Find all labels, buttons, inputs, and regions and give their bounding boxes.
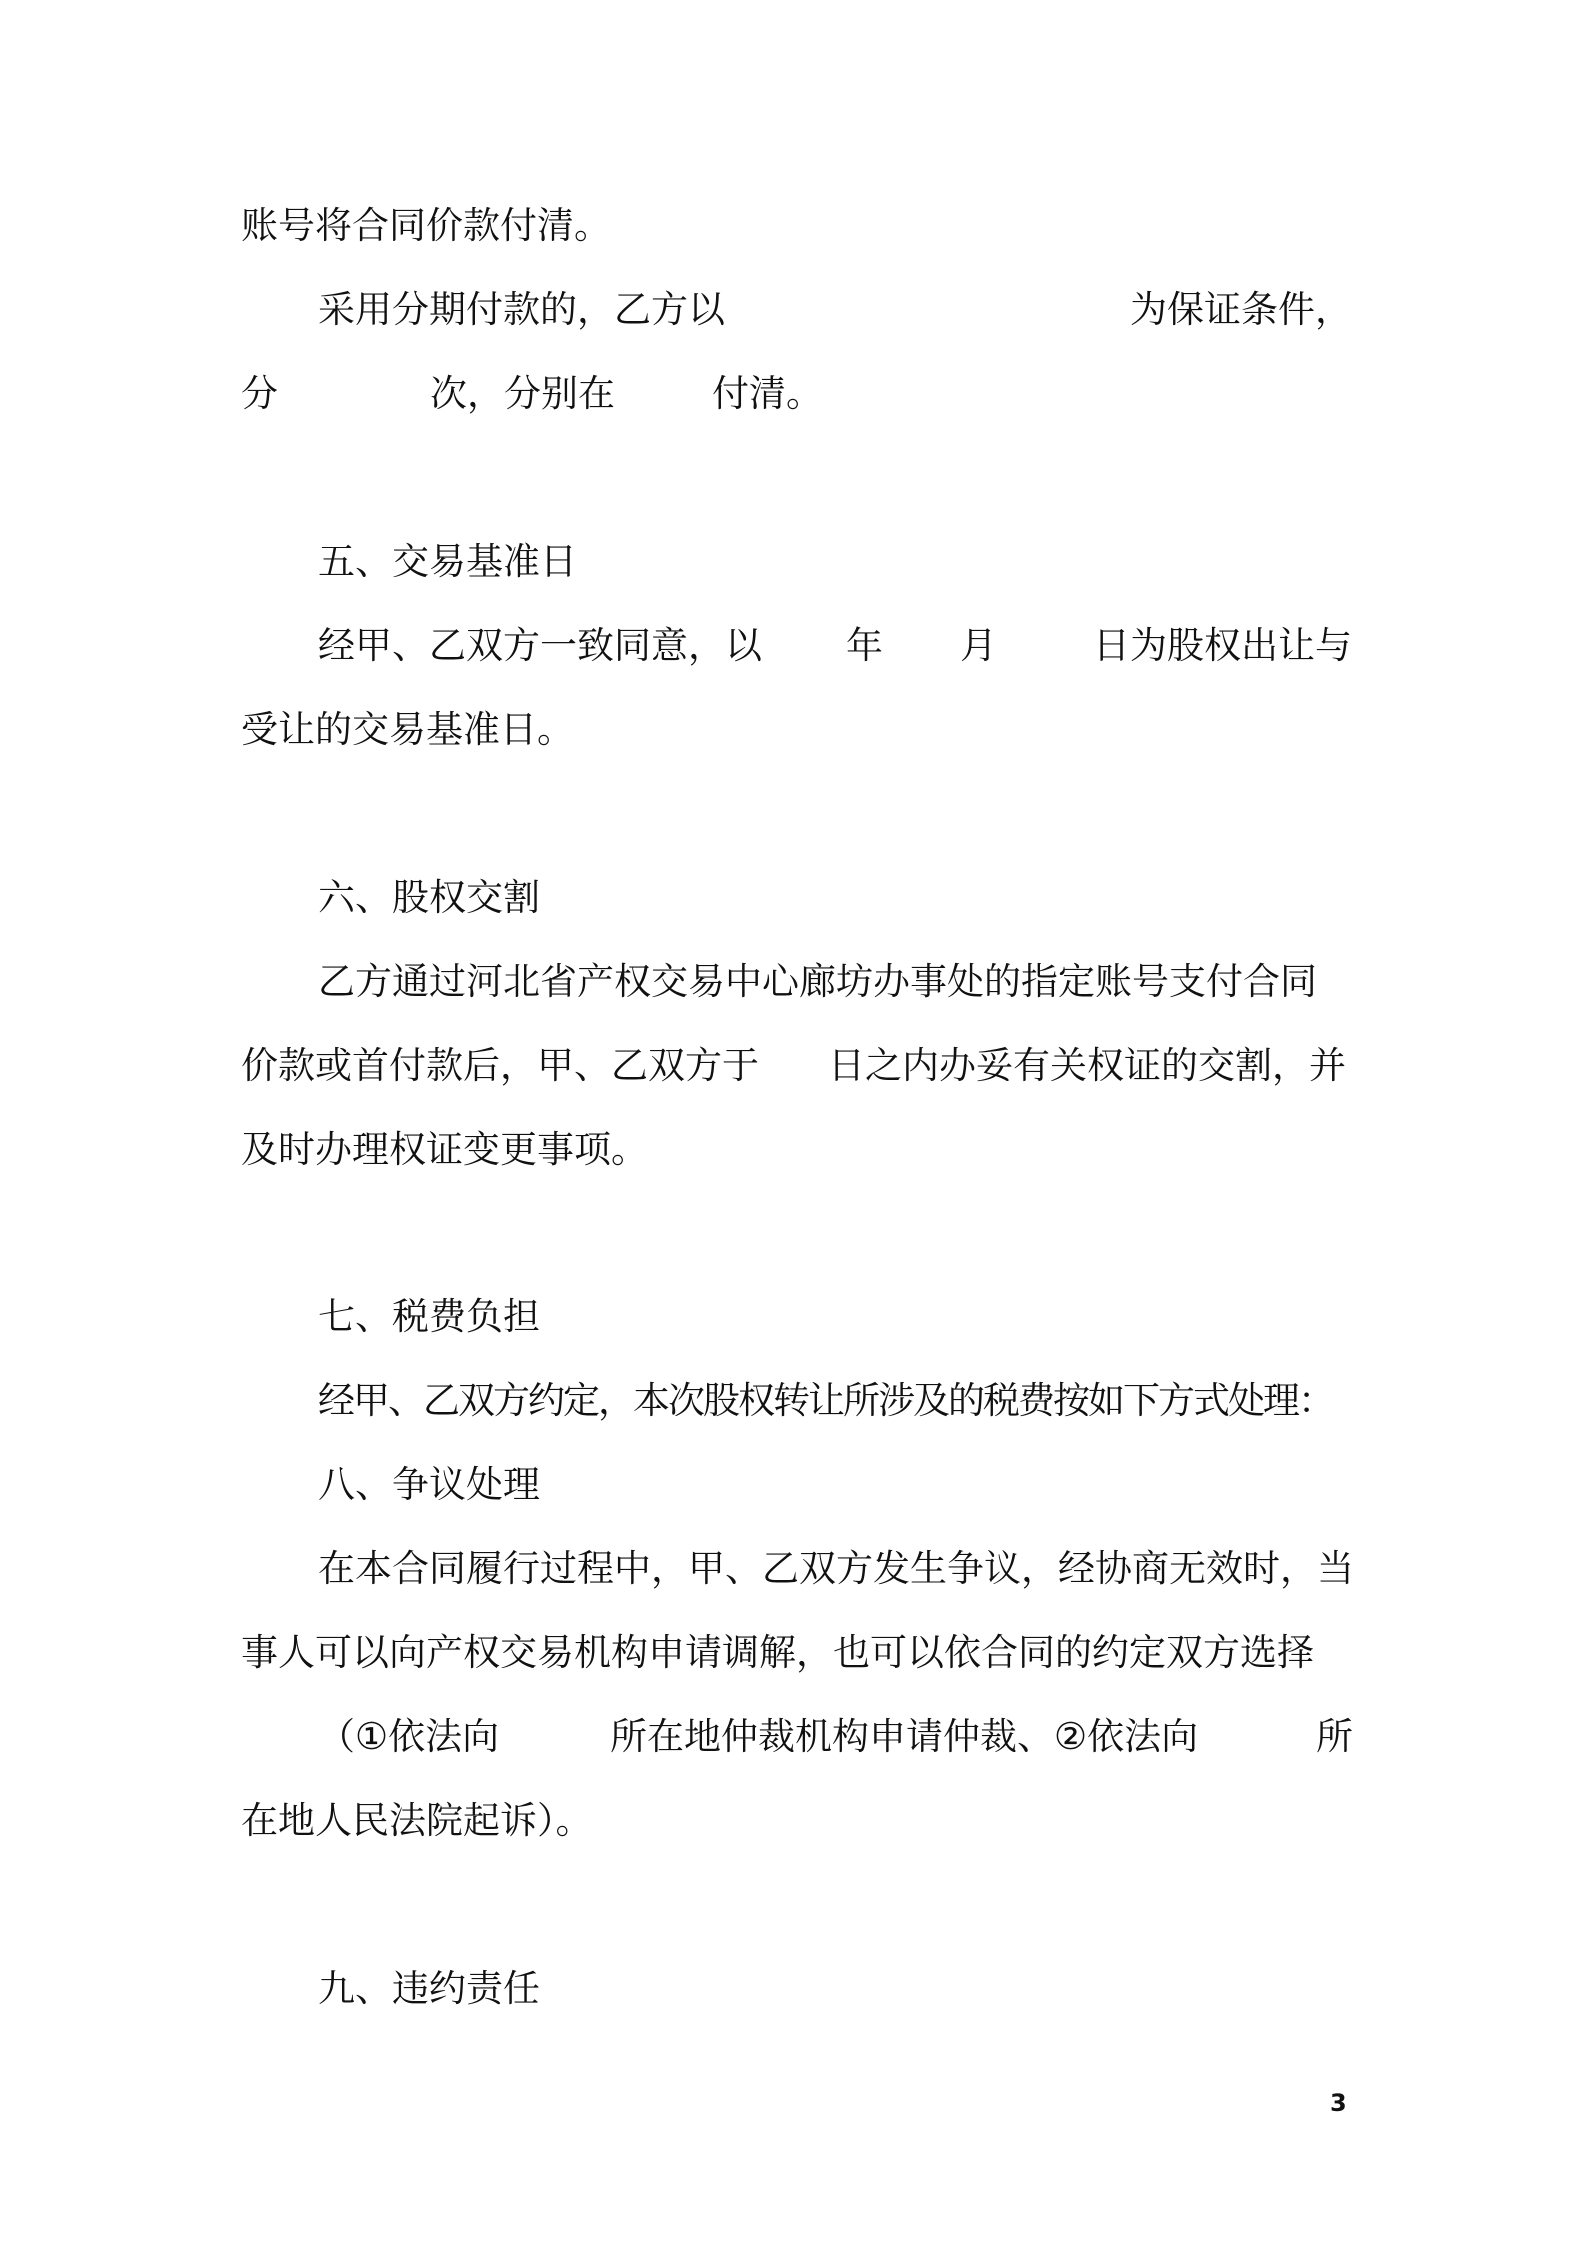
text-segment: （①依法向 [318, 1715, 500, 1758]
heading-text: 八、争议处理 [318, 1463, 540, 1506]
text-segment: 账号将合同价款付清。 [241, 204, 611, 247]
text-segment: 经甲、乙双方约定，本次股权转让所涉及的税费按如下方式处理： [318, 1379, 1333, 1422]
text-segment: 所 [1316, 1715, 1353, 1758]
text-segment: 在本合同履行过程中，甲、乙双方发生争议，经协商无效时，当 [318, 1547, 1354, 1590]
heading-text: 七、税费负担 [318, 1295, 540, 1338]
text-segment: 乙方通过河北省产权交易中心廊坊办事处的指定账号支付合同 [318, 960, 1317, 1003]
text-segment: 日为股权出让与 [1093, 624, 1352, 667]
text-segment: 事人可以向产权交易机构申请调解，也可以依合同的约定双方选择 [241, 1631, 1314, 1674]
text-segment: 月 [960, 624, 997, 667]
heading-text: 六、股权交割 [318, 876, 540, 919]
text-segment: 所在地仲裁机构申请仲裁、②依法向 [610, 1715, 1199, 1758]
text-segment: 为保证条件， [1130, 288, 1352, 331]
text-segment: 采用分期付款的，乙方以 [318, 288, 725, 331]
page-number: 3 [1330, 2089, 1347, 2117]
heading-text: 九、违约责任 [318, 1967, 540, 2010]
text-segment: 付清。 [712, 372, 823, 415]
text-segment: 经甲、乙双方一致同意，以 [318, 624, 762, 667]
text-segment: 价款或首付款后，甲、乙双方于 [241, 1044, 759, 1087]
text-segment: 在地人民法院起诉）。 [241, 1799, 593, 1842]
text-segment: 年 [846, 624, 883, 667]
text-segment: 分 [241, 372, 278, 415]
text-segment: 次，分别在 [430, 372, 615, 415]
heading-text: 五、交易基准日 [318, 540, 577, 583]
text-segment: 日之内办妥有关权证的交割，并 [828, 1044, 1346, 1087]
text-segment: 及时办理权证变更事项。 [241, 1128, 648, 1171]
text-segment: 受让的交易基准日。 [241, 708, 574, 751]
